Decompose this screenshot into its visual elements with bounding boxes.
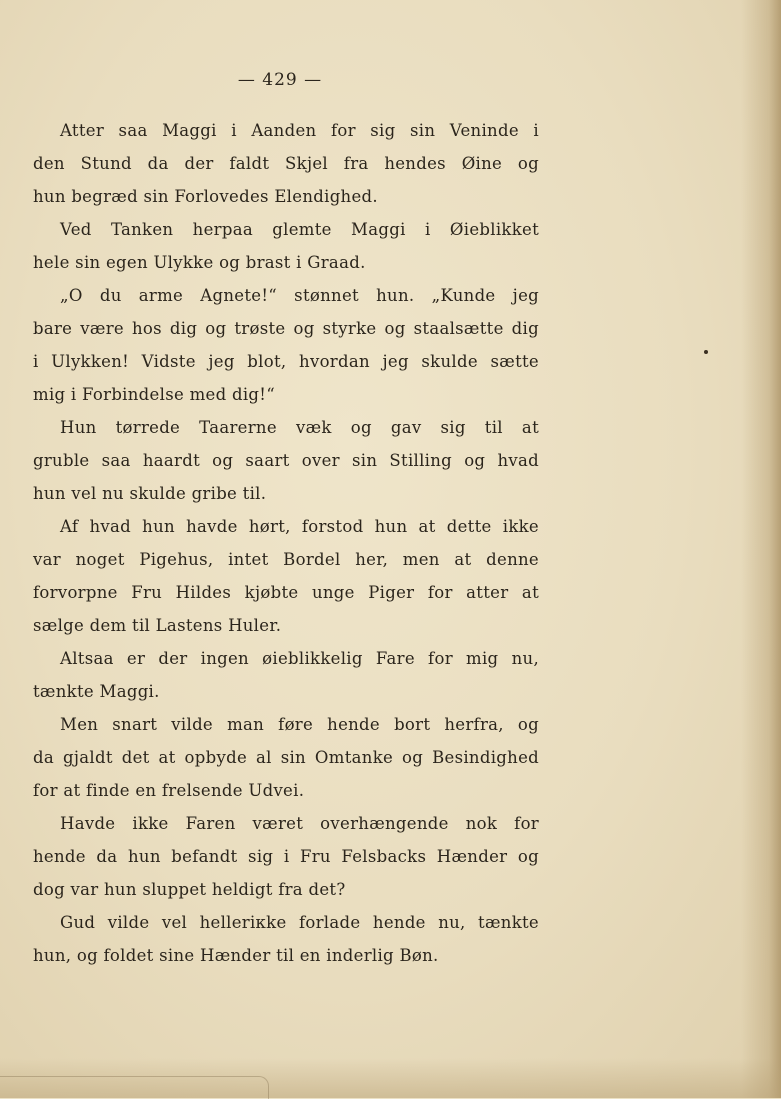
text-line: Altsaa er der ingen øieblikkelig Fare for mig nu, [60, 649, 539, 668]
text-line: bare være hos dig og trøste og styrke og staalsætte dig [33, 319, 539, 338]
text-line: forvorpne Fru Hildes kjøbte unge Piger for atter at [33, 583, 539, 602]
text-line: Ved Tanken herpaa glemte Maggi i Øieblikket [60, 220, 539, 239]
text-line: „O du arme Agnete!“ stønnet hun. „Kunde jeg [60, 286, 539, 305]
body-text [33, 114, 539, 972]
text-line: hun vel nu skulde gribe til. [33, 484, 267, 503]
page-edge-shadow-right [741, 0, 781, 1098]
text-line: tænkte Maggi. [33, 682, 160, 701]
text-line: Men snart vilde man føre hende bort herfra, og [60, 715, 539, 734]
text-line: hun, og foldet sine Hænder til en inderlig Bøn. [33, 946, 439, 965]
text-line: Havde ikke Faren været overhængende nok for [60, 814, 539, 833]
text-line: i Ulykken! Vidste jeg blot, hvordan jeg skulde sætte [33, 352, 539, 371]
text-line: hun begræd sin Forlovedes Elendighed. [33, 187, 378, 206]
text-line: den Stund da der faldt Skjel fra hendes Øine og [33, 154, 539, 173]
text-line: sælge dem til Lastens Huler. [33, 616, 282, 635]
text-line: hele sin egen Ulykke og brast i Graad. [33, 253, 366, 272]
text-line: da gjaldt det at opbyde al sin Omtanke og Besindighed [33, 748, 539, 767]
text-line: Atter saa Maggi i Aanden for sig sin Veninde i [60, 121, 539, 140]
paper-fold-mark [0, 1076, 269, 1099]
text-line: for at finde en frelsende Udvei. [33, 781, 305, 800]
text-line: Hun tørrede Taarerne væk og gav sig til at [60, 418, 539, 437]
text-line: mig i Forbindelse med dig!“ [33, 385, 275, 404]
text-line: gruble saa haardt og saart over sin Stilling og hvad [33, 451, 539, 470]
text-line: var noget Pigehus, intet Bordel her, men at denne [33, 550, 539, 569]
text-line: Gud vilde vel helleriкke forlade hende nu, tænkte [60, 913, 539, 932]
ink-speck [704, 350, 708, 354]
text-line: dog var hun sluppet heldigt fra det? [33, 880, 346, 899]
text-line: hende da hun befandt sig i Fru Felsbacks Hænder og [33, 847, 539, 866]
page-number: — 429 — [237, 70, 323, 90]
text-line: Af hvad hun havde hørt, forstod hun at dette ikke [60, 517, 539, 536]
